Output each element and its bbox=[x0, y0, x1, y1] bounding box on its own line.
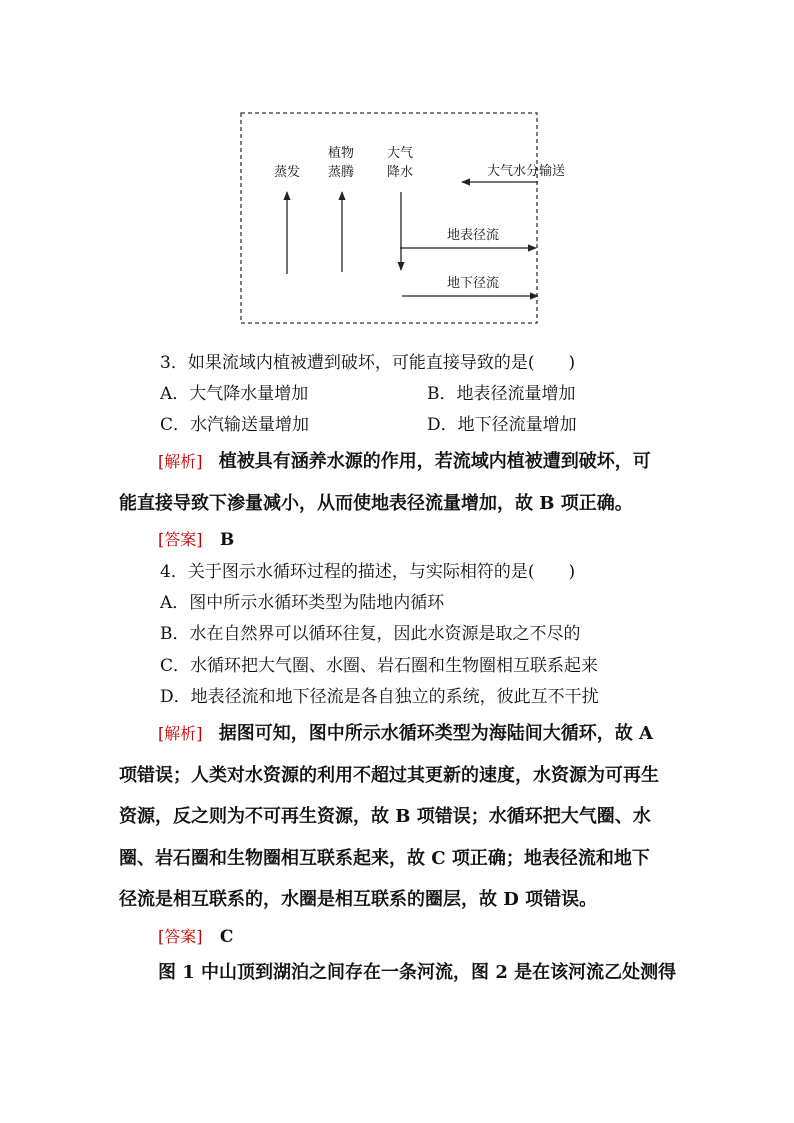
q3-analysis-text1: 植被具有涵养水源的作用，若流域内植被遭到破坏，可 bbox=[218, 451, 651, 472]
q4-analysis-line1 bbox=[158, 723, 653, 745]
q3-option-a: A．大气降水量增加 bbox=[160, 384, 309, 404]
q4-analysis-line3: 资源，反之则为不可再生资源，故 B 项错误；水循环把大气圈、水 bbox=[119, 806, 651, 827]
q3-answer-value: B bbox=[219, 530, 235, 550]
q3-stem: 3．如果流域内植被遭到破坏，可能直接导致的是( ) bbox=[160, 353, 576, 373]
q3-analysis-line1 bbox=[158, 451, 651, 473]
q4-stem: 4．关于图示水循环过程的描述，与实际相符的是( ) bbox=[160, 562, 576, 582]
q4-analysis-tag: [解析] bbox=[158, 724, 203, 743]
q4-analysis-line4: 圈、岩石圈和生物圈相互联系起来，故 C 项正确；地表径流和地下 bbox=[119, 848, 650, 869]
q3-answer-tag: [答案] bbox=[158, 530, 203, 549]
q3-option-c: C．水汽输送量增加 bbox=[160, 415, 310, 435]
label-precipitation-line2: 降水 bbox=[387, 165, 414, 180]
label-underground-runoff: 地下径流 bbox=[447, 276, 500, 291]
q3-analysis-line2: 能直接导致下渗量减小，从而使地表径流量增加，故 B 项正确。 bbox=[119, 493, 633, 514]
label-surface-runoff: 地表径流 bbox=[447, 228, 500, 243]
q4-option-a: A．图中所示水循环类型为陆地内循环 bbox=[160, 593, 445, 613]
water-cycle-diagram bbox=[240, 112, 566, 324]
label-evaporation: 蒸发 bbox=[274, 165, 301, 180]
next-question-intro: 图 1 中山顶到湖泊之间存在一条河流，图 2 是在该河流乙处测得 bbox=[158, 962, 677, 983]
q4-answer-line bbox=[158, 927, 233, 947]
label-transpiration-line2: 蒸腾 bbox=[328, 165, 355, 180]
label-transpiration-line1: 植物 bbox=[328, 146, 355, 161]
q3-answer-line bbox=[158, 530, 234, 550]
label-precipitation-line1: 大气 bbox=[387, 146, 414, 161]
q4-analysis-text1: 据图可知，图中所示水循环类型为海陆间大循环，故 A bbox=[218, 723, 654, 744]
q4-option-c: C．水循环把大气圈、水圈、岩石圈和生物圈相互联系起来 bbox=[160, 656, 599, 676]
label-vapor-transport: 大气水分输送 bbox=[487, 164, 566, 179]
q4-option-d: D．地表径流和地下径流是各自独立的系统，彼此互不干扰 bbox=[160, 687, 599, 707]
q4-answer-value: C bbox=[219, 927, 234, 947]
q4-analysis-line2: 项错误；人类对水资源的利用不超过其更新的速度，水资源为可再生 bbox=[119, 765, 659, 786]
q3-option-b: B．地表径流量增加 bbox=[427, 384, 576, 404]
q4-option-b: B．水在自然界可以循环往复，因此水资源是取之不尽的 bbox=[160, 624, 581, 644]
q3-analysis-tag: [解析] bbox=[158, 452, 203, 471]
q3-option-d: D．地下径流量增加 bbox=[427, 415, 577, 435]
q4-answer-tag: [答案] bbox=[158, 927, 203, 946]
q4-analysis-line5: 径流是相互联系的，水圈是相互联系的圈层，故 D 项错误。 bbox=[119, 889, 598, 910]
